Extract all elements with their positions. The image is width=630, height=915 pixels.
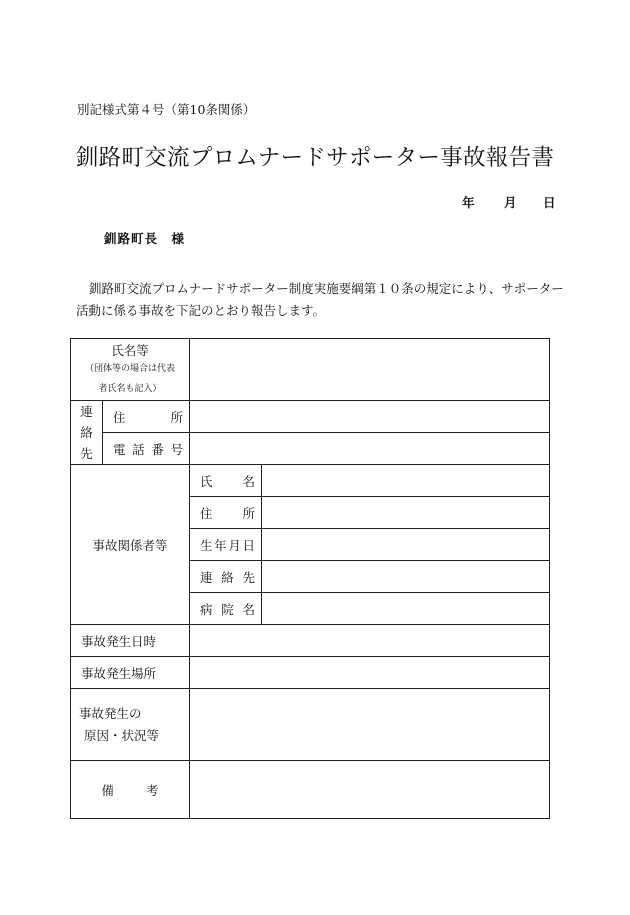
address-label-cell (103, 401, 190, 433)
remarks-input-cell[interactable] (190, 761, 550, 819)
name-row (71, 339, 550, 401)
contact-char: 絡 (80, 425, 93, 440)
label-char: 日 (242, 537, 255, 553)
label-char: 話 (132, 441, 145, 457)
party-name-input-cell[interactable] (262, 465, 550, 497)
label-char: 月 (228, 537, 241, 553)
accident-cause-row (71, 689, 550, 761)
label-char: 番 (151, 441, 164, 457)
party-birthdate-label-cell (190, 529, 262, 561)
accident-datetime-input-cell[interactable] (190, 625, 550, 657)
label-char: 氏 (200, 473, 213, 489)
label-char: 備 (101, 782, 114, 798)
label-char: 名 (242, 473, 256, 489)
accident-place-label-cell (71, 657, 190, 689)
accident-party-label-cell (71, 465, 190, 625)
accident-datetime-label: 事故発生日時 (81, 633, 157, 649)
addressee: 釧路町長 様 (104, 231, 186, 246)
party-contact-label-cell (190, 561, 262, 593)
contact-phone-row (71, 433, 550, 465)
accident-cause-input-cell[interactable] (190, 689, 550, 761)
accident-party-label: 事故関係者等 (92, 537, 168, 553)
accident-cause-line-2: 原因・状況等 (84, 727, 160, 743)
phone-label (103, 440, 189, 458)
remarks-label (71, 781, 189, 799)
date-day: 日 (543, 195, 556, 210)
label-char: 名 (242, 601, 255, 617)
label-char: 年 (214, 537, 227, 553)
report-form-table (70, 338, 550, 819)
name-note-line-1: （団体等の場合は代表 (85, 363, 176, 374)
accident-place-row (71, 657, 550, 689)
label-char: 住 (200, 505, 213, 521)
party-hospital-input-cell[interactable] (262, 593, 550, 625)
party-birthdate-input-cell[interactable] (262, 529, 550, 561)
remarks-row (71, 761, 550, 819)
label-char: 号 (170, 441, 183, 457)
party-address-label (190, 504, 261, 522)
label-char: 連 (200, 569, 213, 585)
name-label-cell (71, 339, 190, 401)
party-contact-input-cell[interactable] (262, 561, 550, 593)
name-input-cell[interactable] (190, 339, 550, 401)
party-hospital-label (190, 600, 261, 618)
label-char: 病 (200, 601, 213, 617)
party-name-row (71, 465, 550, 497)
party-name-label-cell (190, 465, 262, 497)
label-char: 生 (200, 537, 213, 553)
body-text: 釧路町交流プロムナードサポーター制度実施要綱第１０条の規定により、サポーター活動に係る事故を下記のとおり報告します。 (76, 281, 564, 318)
label-char: 所 (170, 409, 184, 425)
label-char: 絡 (221, 569, 234, 585)
party-name-label (190, 472, 261, 490)
party-contact-label (190, 568, 261, 586)
label-char: 住 (113, 409, 126, 425)
contact-label-cell (71, 401, 103, 465)
party-birthdate-label (190, 536, 261, 554)
name-note-line-2: 者氏名も記入） (98, 383, 162, 394)
contact-char: 先 (80, 446, 93, 461)
label-char: 考 (146, 782, 159, 798)
contact-char: 連 (80, 404, 93, 419)
name-label: 氏名等 (111, 342, 149, 358)
accident-place-label: 事故発生場所 (81, 665, 157, 681)
accident-datetime-label-cell (71, 625, 190, 657)
label-char: 電 (113, 441, 126, 457)
phone-input-cell[interactable] (190, 433, 550, 465)
phone-label-cell (103, 433, 190, 465)
accident-cause-label-cell (71, 689, 190, 761)
form-number: 別記様式第４号（第10条関係） (77, 102, 256, 117)
address-label (103, 408, 189, 426)
party-hospital-label-cell (190, 593, 262, 625)
party-address-label-cell (190, 497, 262, 529)
document-title: 釧路町交流プロムナードサポーター事故報告書 (75, 145, 555, 171)
label-char: 所 (242, 505, 256, 521)
label-char: 先 (242, 569, 255, 585)
remarks-label-cell (71, 761, 190, 819)
contact-address-row (71, 401, 550, 433)
address-input-cell[interactable] (190, 401, 550, 433)
label-char: 院 (221, 601, 234, 617)
accident-datetime-row (71, 625, 550, 657)
date-month: 月 (504, 195, 517, 210)
date-year: 年 (462, 195, 475, 210)
party-address-input-cell[interactable] (262, 497, 550, 529)
accident-place-input-cell[interactable] (190, 657, 550, 689)
accident-cause-line-1: 事故発生の (79, 705, 142, 721)
